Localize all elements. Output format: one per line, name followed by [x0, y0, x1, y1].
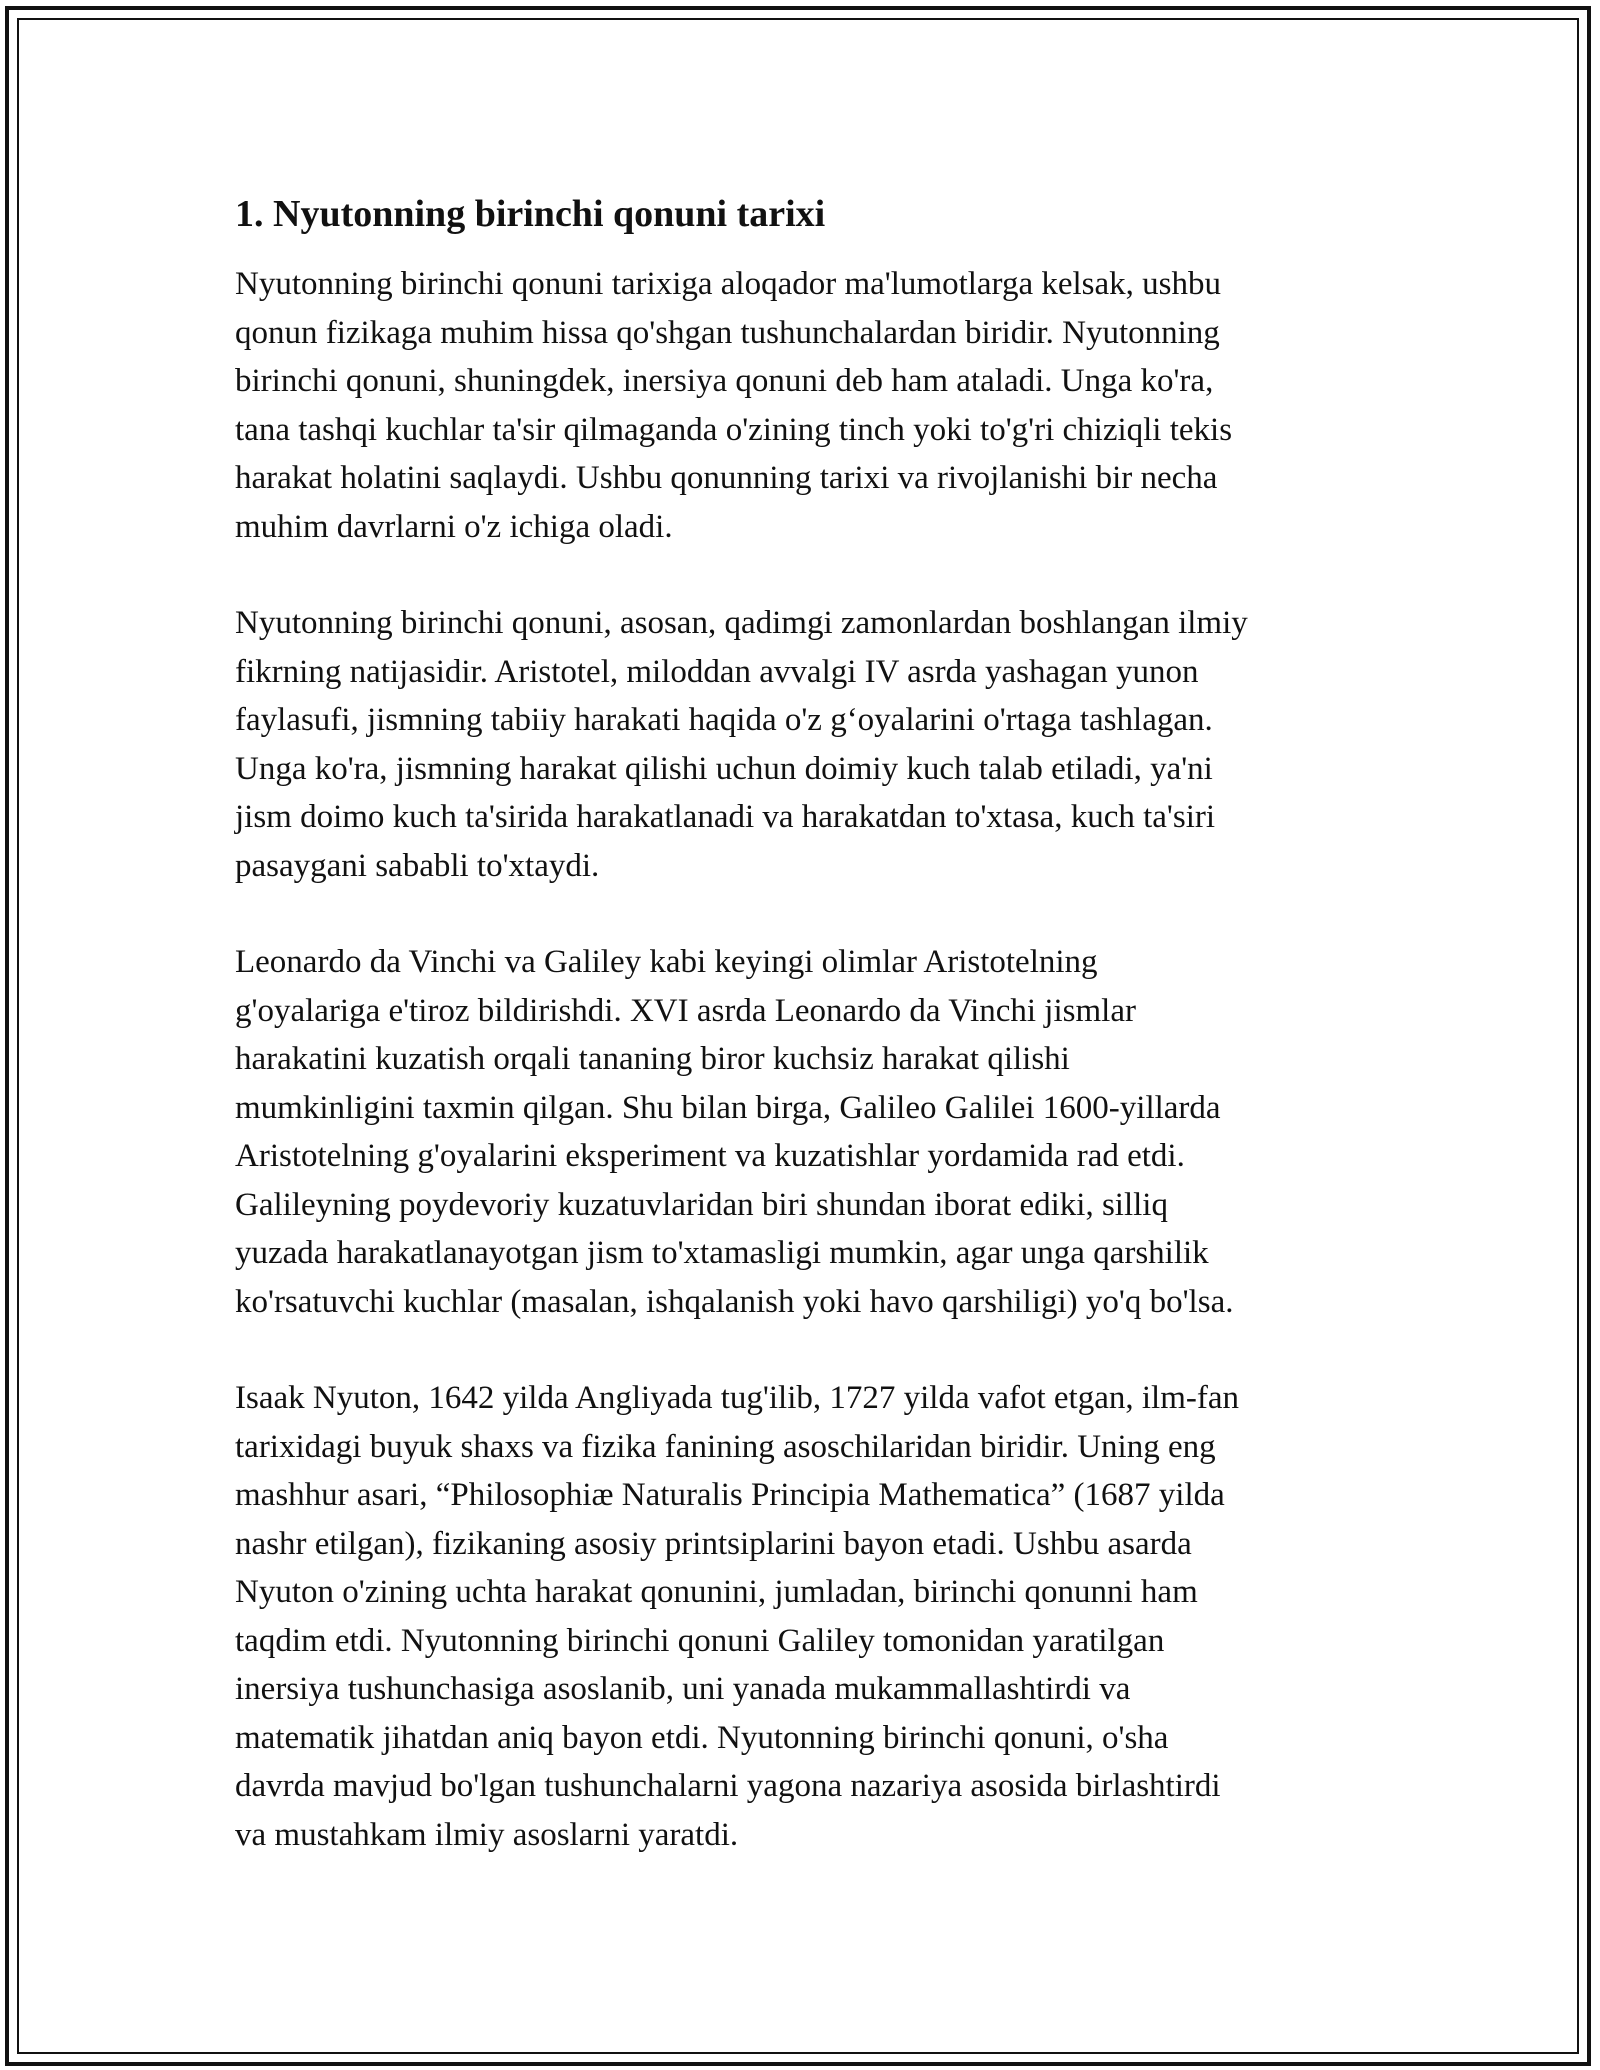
paragraph-isaac-newton: Isaak Nyuton, 1642 yilda Angliyada tug'ilib, 1727 yilda vafot etgan, ilm-fan tarixidagi buyuk shaxs va fizika fanining asoschilaridan biridir. Uning eng mashhur asari, “Philosophiæ Naturalis Principia Mathematica” (1687 yilda nashr etilgan), fizikaning asosiy printsiplarini bayon etadi. Ushbu asarda Nyuton o'zining uchta harakat qonunini, jumladan, birinchi qonunni ham taqdim etdi. Nyutonning birinchi qonuni Galiley tomonidan yaratilgan inersiya tushunchasiga asoslanib, uni yanada mukammallashtirdi va matematik jihatdan aniq bayon etdi. Nyutonning birinchi qonuni, o'sha davrda mavjud bo'lgan tushunchalarni yagona nazariya asosida birlashtirdi va mustahkam ilmiy asoslarni yaratdi.	[235, 1380, 1240, 1853]
paragraph-inertia-intro: Nyutonning birinchi qonuni tarixiga aloqador ma'lumotlarga kelsak, ushbu qonun fizikaga muhim hissa qo'shgan tushunchalardan biridir. Nyutonning birinchi qonuni, shuningdek, inersiya qonuni deb ham ataladi. Unga ko'ra, tana tashqi kuchlar ta'sir qilmaganda o'zining tinch yoki to'g'ri chiziqli tekis harakat holatini saqlaydi. Ushbu qonunning tarixi va rivojlanishi bir necha muhim davrlarni o'z ichiga oladi.	[235, 266, 1233, 545]
paragraph-leonardo-galileo: Leonardo da Vinchi va Galiley kabi keyingi olimlar Aristotelning g'oyalariga e'tiroz bildirishdi. XVI asrda Leonardo da Vinchi jismlar harakatini kuzatish orqali tananing biror kuchsiz harakat qilishi mumkinligini taxmin qilgan. Shu bilan birga, Galileo Galilei 1600-yillarda Aristotelning g'oyalarini eksperiment va kuzatishlar yordamida rad etdi. Galileyning poydevoriy kuzatuvlaridan biri shundan iborat ediki, silliq yuzada harakatlanayotgan jism to'xtamasligi mumkin, agar unga qarshilik ko'rsatuvchi kuchlar (masalan, ishqalanish yoki havo qarshiligi) yo'q bo'lsa.	[235, 944, 1234, 1320]
paragraph-aristotle: Nyutonning birinchi qonuni, asosan, qadimgi zamonlardan boshlangan ilmiy fikrning natijasidir. Aristotel, miloddan avvalgi IV asrda yashagan yunon faylasufi, jismning tabiiy harakati haqida o'z g‘oyalarini o'rtaga tashlagan. Unga ko'ra, jismning harakat qilishi uchun doimiy kuch talab etiladi, ya'ni jism doimo kuch ta'sirida harakatlanadi va harakatdan to'xtasa, kuch ta'siri pasaygani sababli to'xtaydi.	[235, 605, 1248, 884]
document-body	[235, 190, 1385, 1907]
section-title: 1. Nyutonning birinchi qonuni tarixi	[235, 193, 826, 235]
